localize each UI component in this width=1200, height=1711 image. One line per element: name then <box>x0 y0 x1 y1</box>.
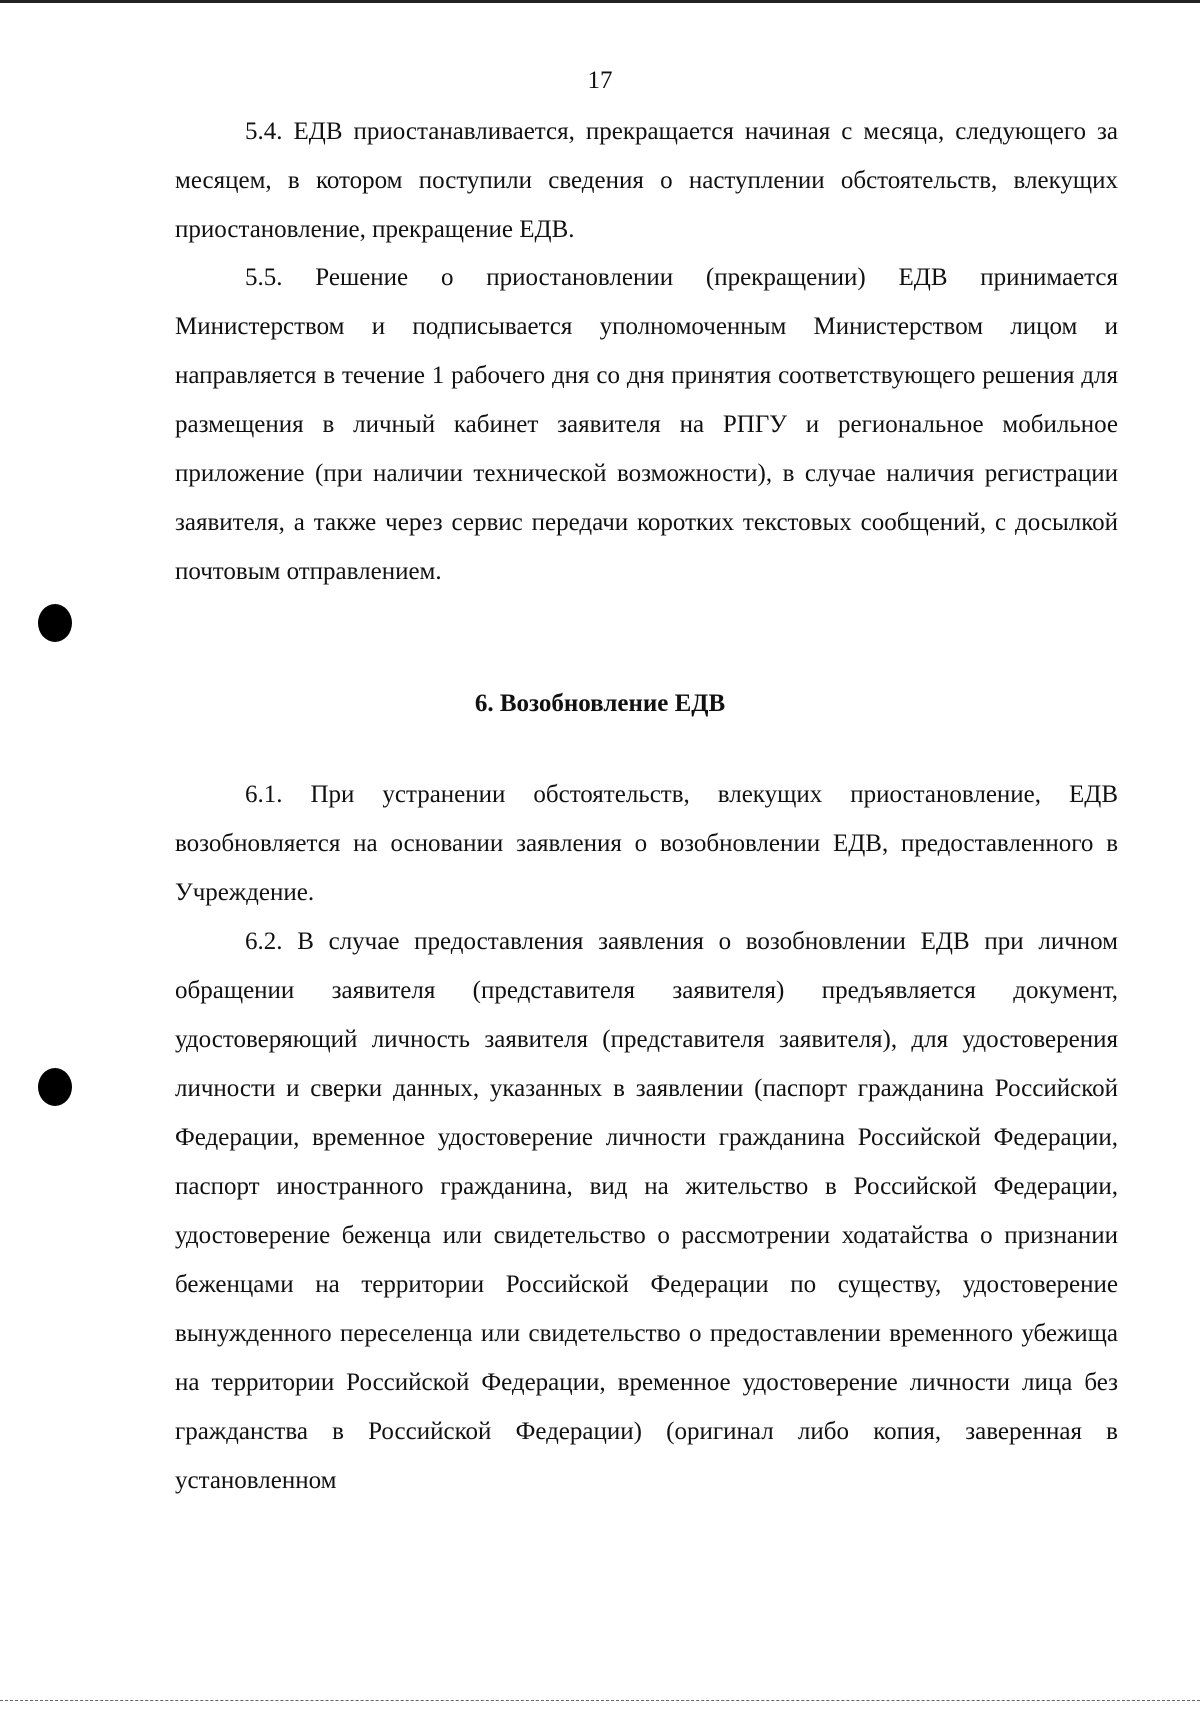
paragraph-6-2: 6.2. В случае предоставления заявления о возобновлении ЕДВ при личном обращении заявителя (представителя заявителя) предъявляется документ, удостоверяющий личность заявителя (представителя заявителя), для удостоверения личности и сверки данных, указанных в заявлении (паспорт гражданина Российской Федерации, временное удостоверение личности гражданина Российской Федерации, паспорт иностранного гражданина, вид на жительство в Российской Федерации, удостоверение беженца или свидетельство о рассмотрении ходатайства о признании беженцами на территории Российской Федерации по существу, удостоверение вынужденного переселенца или свидетельство о предоставлении временного убежища на территории Российской Федерации, временное удостоверение личности лица без гражданства в Российской Федерации) (оригинал либо копия, заверенная в установленном <box>175 928 1118 1494</box>
punch-hole-mark <box>38 1068 72 1106</box>
punch-hole-mark <box>38 604 72 642</box>
bottom-edge-line <box>0 1700 1200 1702</box>
top-edge-line <box>0 0 1200 3</box>
page-number: 17 <box>587 67 613 94</box>
paragraph-5-4: 5.4. ЕДВ приостанавливается, прекращается начиная с месяца, следующего за месяцем, в котором поступили сведения о наступлении обстоятельств, влекущих приостановление, прекращение ЕДВ. <box>175 118 1118 243</box>
section-heading: 6. Возобновление ЕДВ <box>474 690 726 717</box>
paragraph-5-5: 5.5. Решение о приостановлении (прекращении) ЕДВ принимается Министерством и подписывается уполномоченным Министерством лицом и направляется в течение 1 рабочего дня со дня принятия соответствующего решения для размещения в личный кабинет заявителя на РПГУ и региональное мобильное приложение (при наличии технической возможности), в случае наличия регистрации заявителя, а также через сервис передачи коротких текстовых сообщений, с досылкой почтовым отправлением. <box>175 264 1118 585</box>
paragraph-6-1: 6.1. При устранении обстоятельств, влекущих приостановление, ЕДВ возобновляется на основании заявления о возобновлении ЕДВ, предоставленного в Учреждение. <box>175 781 1118 906</box>
